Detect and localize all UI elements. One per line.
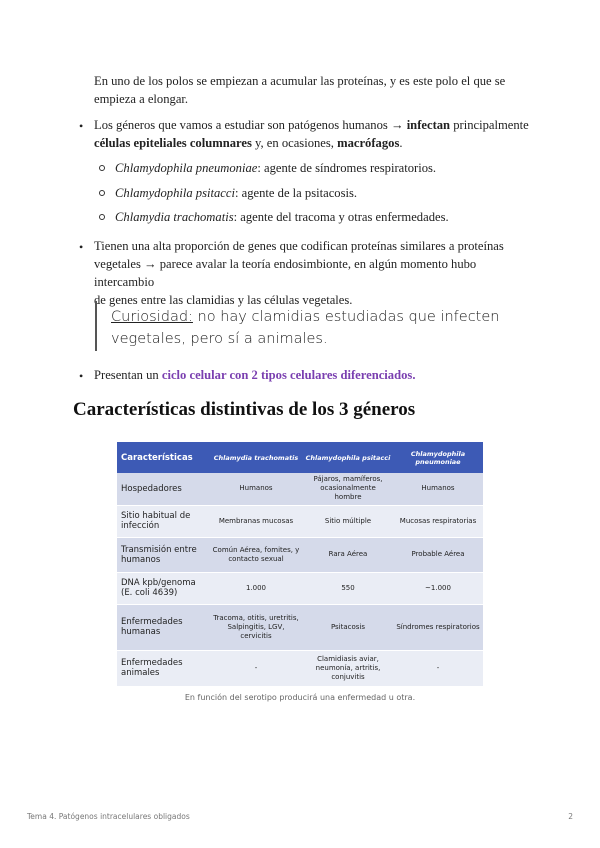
table-header: Chlamydia trachomatis [209,442,303,473]
bullet-2-line-2: vegetales → parece avalar la teoría endosimbionte, en algún momento hubo intercambio [94,257,477,289]
table-cell: Psitacosis [303,604,393,650]
table-row [117,505,483,537]
table-cell: Membranas mucosas [209,505,303,537]
bullet-1-bold-infectan: infectan [406,118,451,132]
intro-line-1: En uno de los polos se empiezan a acumular las proteínas, y es este polo el que se [94,74,506,88]
table-cell: Tracoma, otitis, uretritis, Salpingitis, LGV, cervicitis [209,604,303,650]
bullet-dot: • [79,369,84,383]
sub-bullet-circle [99,214,105,220]
sub-bullet-circle [99,190,105,196]
table-cell: Probable Aérea [393,537,483,572]
intro-paragraph [94,72,524,108]
curiosity-quote [111,306,531,350]
table-cell: DNA kpb/genoma (E. coli 4639) [117,572,209,604]
table-cell: Pájaros, mamíferos, ocasionalmente hombre [303,473,393,505]
table-cell: Común Aérea, fomites, y contacto sexual [209,537,303,572]
table-cell: Humanos [209,473,303,505]
table-cell: Hospedadores [117,473,209,505]
table-cell: Enfermedades humanas [117,604,209,650]
table-cell: Síndromes respiratorios [393,604,483,650]
quote-label: Curiosidad: [111,309,193,325]
species-item [115,159,436,177]
species-desc: : agente del tracoma y otras enfermedades. [233,210,449,224]
table-cell: - [393,650,483,686]
table-row [117,650,483,686]
bullet-1-end: . [399,136,403,150]
table-cell: Mucosas respiratorias [393,505,483,537]
table-row [117,473,483,505]
table-cell: Sitio múltiple [303,505,393,537]
table-cell: ~1.000 [393,572,483,604]
table-cell: 1.000 [209,572,303,604]
species-desc: : agente de la psitacosis. [234,186,358,200]
table-cell: 550 [303,572,393,604]
cell-cycle-highlight: ciclo celular con 2 tipos celulares diferenciados [161,368,413,382]
bullet-1-mid-2: y, en ocasiones, [251,136,338,150]
bullet-2-line-3: de genes entre las clamidias y las células vegetales. [94,293,353,307]
species-name: Chlamydophila psitacci [115,186,235,200]
bullet-2-line-1: Tienen una alta proporción de genes que codifican proteínas similares a proteínas [94,239,504,253]
bullet-1-bold-macrophages: macrófagos [337,136,400,150]
bullet-2-text [94,237,534,309]
table-row [117,572,483,604]
bullet-dot: • [79,240,84,254]
bullet-3-pre: Presentan un [94,368,162,382]
table-cell: Transmisión entre humanos [117,537,209,572]
genera-comparison-table [117,442,483,687]
table-row [117,537,483,572]
bullet-3-text [94,366,524,384]
bullet-1-bold-cells: células epiteliales columnares [94,136,252,150]
table-header-row [117,442,483,473]
sub-bullet-circle [99,165,105,171]
species-item [115,184,357,202]
table-row [117,604,483,650]
footer-title: Tema 4. Patógenos intracelulares obligados [27,812,190,821]
bullet-3-end: . [412,368,416,382]
bullet-1-pre: Los géneros que vamos a estudiar son patógenos humanos → [94,118,407,132]
table-header: Chlamydophila pneumoniae [393,442,483,473]
species-desc: : agente de síndromes respiratorios. [257,161,437,175]
table-cell: Rara Aérea [303,537,393,572]
table-cell: Humanos [393,473,483,505]
table-cell: Sitio habitual de infección [117,505,209,537]
table-header: Chlamydophila psitacci [303,442,393,473]
intro-line-2: empieza a elongar. [94,92,189,106]
species-item [115,208,449,226]
section-heading: Características distintivas de los 3 géneros [73,399,416,420]
species-name: Chlamydia trachomatis [115,210,234,224]
table-cell: Enfermedades animales [117,650,209,686]
species-name: Chlamydophila pneumoniae [115,161,258,175]
bullet-1-text [94,116,534,152]
page-number: 2 [568,812,573,821]
table-cell: Clamidiasis aviar, neumonía, artritis, conjuvitis [303,650,393,686]
table-caption: En función del serotipo producirá una enfermedad u otra. [184,693,416,702]
table-header: Características [117,442,209,473]
bullet-dot: • [79,119,84,133]
table-cell: - [209,650,303,686]
quote-body: no hay clamidias estudiadas que infecten vegetales, pero sí a animales. [111,309,500,347]
bullet-1-mid: principalmente [450,118,529,132]
